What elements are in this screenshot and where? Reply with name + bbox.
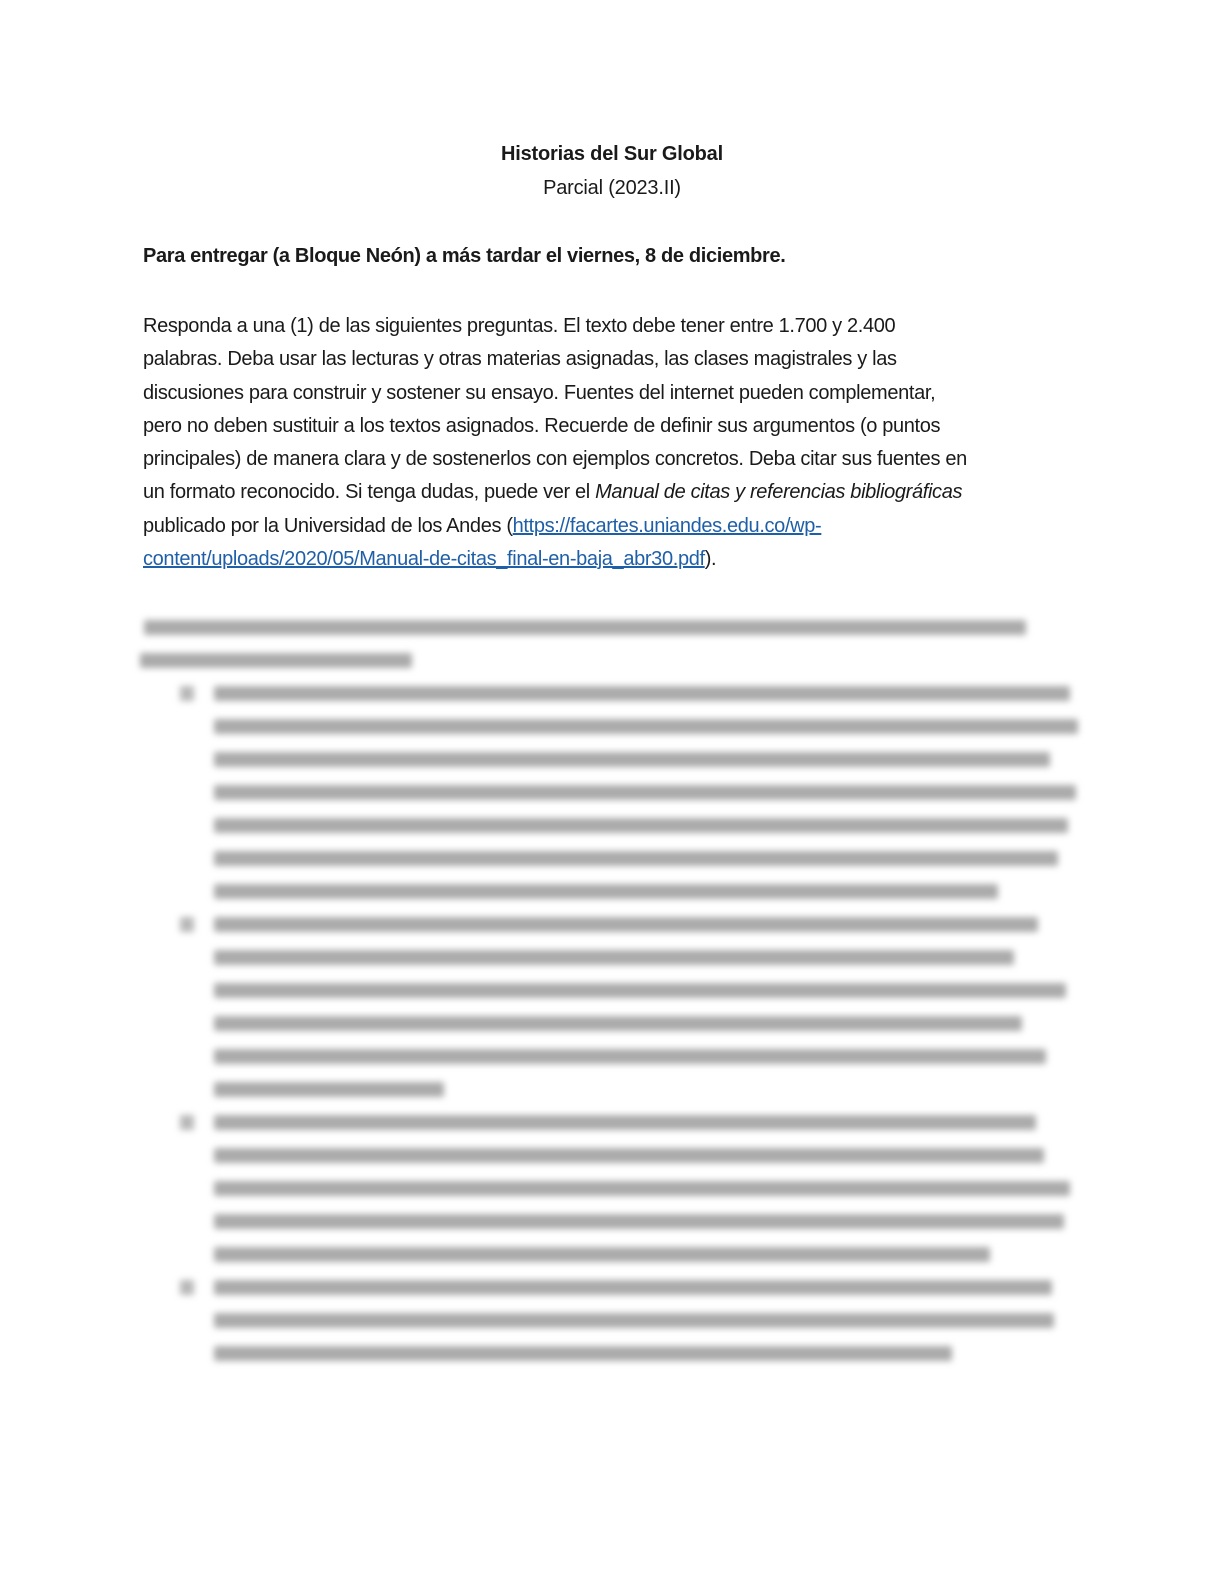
blurred-line (214, 1313, 1054, 1328)
blurred-list-number (180, 917, 194, 932)
blurred-line (214, 818, 1068, 833)
instructions-line: palabras. Deba usar las lecturas y otras materias asignadas, las clases magistrales y las (143, 348, 897, 371)
blurred-line (214, 1148, 1044, 1163)
blurred-line (214, 884, 998, 899)
instructions-line (143, 510, 1083, 543)
blurred-questions-section (140, 612, 1080, 1372)
blurred-line (214, 983, 1066, 998)
instructions-line: pero no deben sustituir a los textos asignados. Recuerde de definir sus argumentos (o puntos (143, 414, 941, 437)
instructions-text: publicado por la Universidad de los Andes ( (143, 514, 513, 537)
manual-title: Manual de citas y referencias bibliográficas (595, 481, 963, 504)
instructions-line (143, 543, 1083, 576)
blurred-line (214, 752, 1050, 767)
blurred-line (214, 1247, 990, 1262)
blurred-line (214, 1181, 1070, 1196)
instructions-paragraph (143, 310, 1083, 576)
manual-link-continued[interactable]: content/uploads/2020/05/Manual-de-citas_final-en-baja_abr30.pdf (143, 548, 705, 571)
instructions-text: ). (704, 548, 717, 571)
blurred-line (214, 917, 1038, 932)
blurred-line (214, 1049, 1046, 1064)
instructions-line: principales) de manera clara y de sostenerlos con ejemplos concretos. Deba citar sus fuentes en (143, 448, 967, 471)
instructions-line: discusiones para construir y sostener su ensayo. Fuentes del internet pueden complementar, (143, 381, 936, 404)
instructions-line (143, 476, 1083, 509)
manual-link[interactable]: https://facartes.uniandes.edu.co/wp- (512, 514, 822, 537)
blurred-line (214, 1082, 444, 1097)
instructions-text: un formato reconocido. Si tenga dudas, puede ver el (143, 481, 596, 504)
blurred-list-number (180, 1280, 194, 1295)
document-title: Historias del Sur Global (501, 143, 723, 165)
blurred-line (214, 950, 1014, 965)
blurred-line (214, 851, 1058, 866)
blurred-line (214, 1214, 1064, 1229)
blurred-line (214, 719, 1078, 734)
blurred-line (214, 1346, 952, 1361)
blurred-line (214, 1016, 1022, 1031)
blurred-line (214, 686, 1070, 701)
blurred-line (214, 1280, 1052, 1295)
instructions-line: Responda a una (1) de las siguientes preguntas. El texto debe tener entre 1.700 y 2.400 (143, 315, 896, 337)
document-subtitle: Parcial (2023.II) (543, 177, 681, 199)
blurred-line (140, 653, 412, 668)
blurred-line (214, 785, 1076, 800)
deadline-notice: Para entregar (a Bloque Neón) a más tardar el viernes, 8 de diciembre. (143, 245, 786, 267)
blurred-line (144, 620, 1026, 635)
blurred-line (214, 1115, 1036, 1130)
blurred-list-number (180, 686, 194, 701)
blurred-list-number (180, 1115, 194, 1130)
